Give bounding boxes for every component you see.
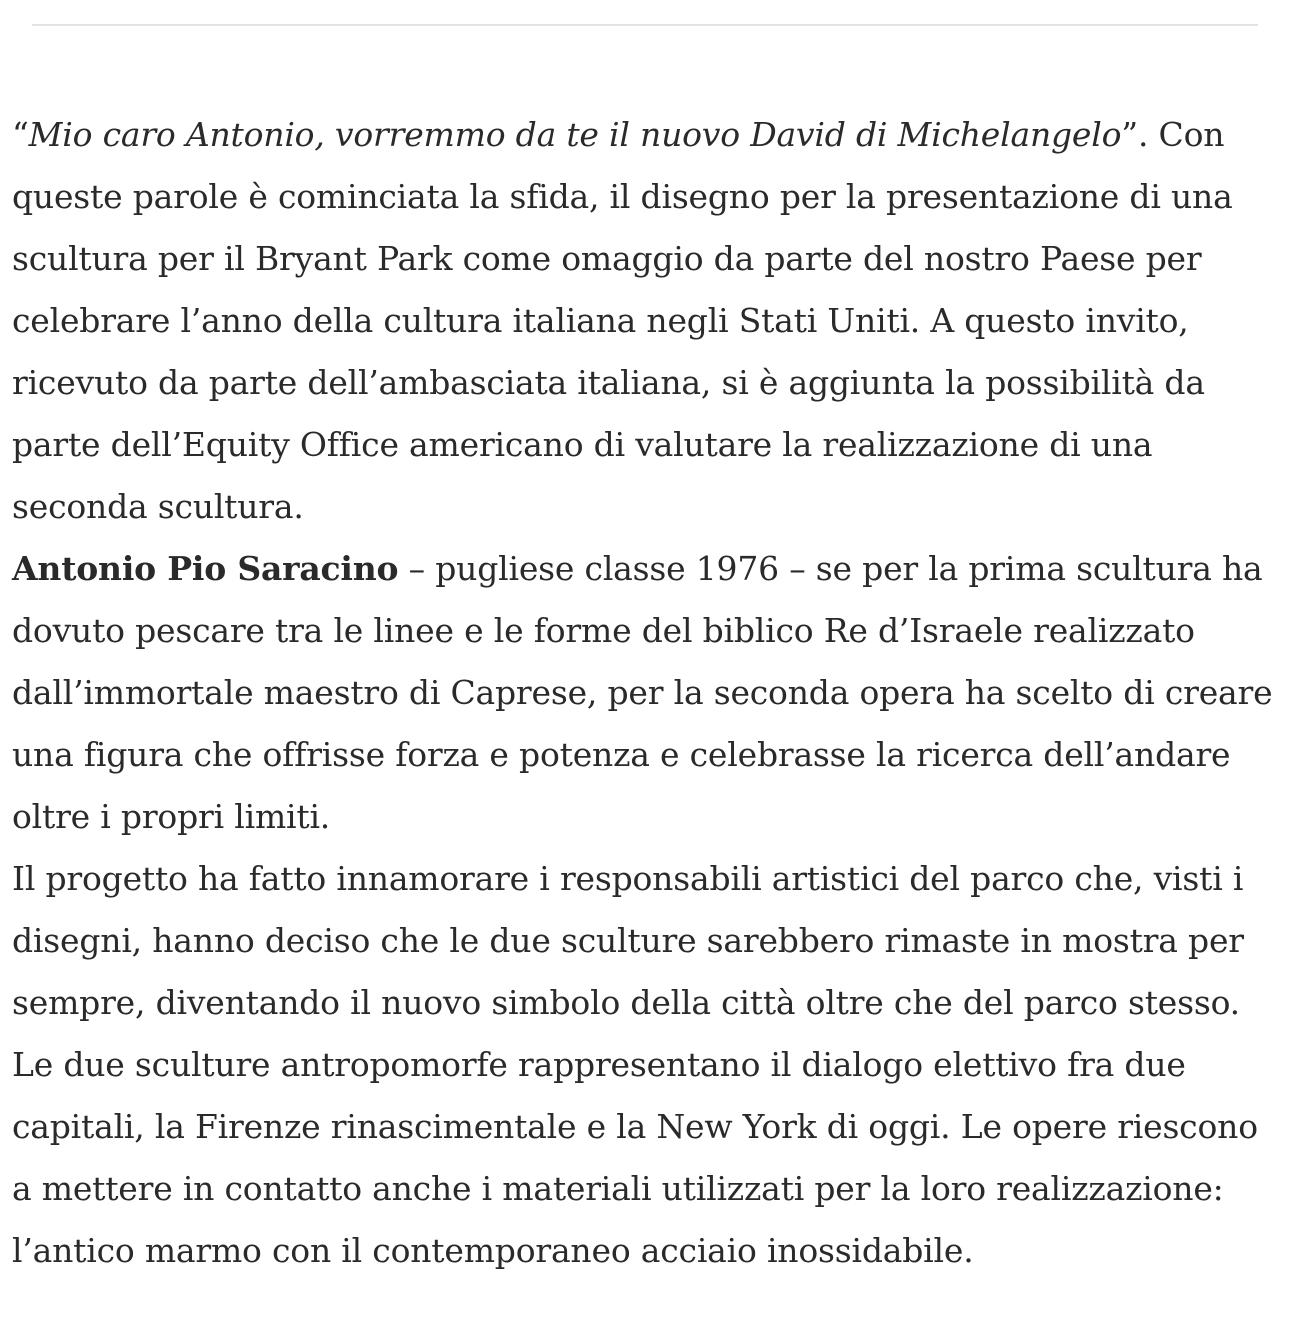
paragraph-artist xyxy=(12,538,1284,848)
paragraph-intro xyxy=(12,104,1284,538)
quote-open-mark: “ xyxy=(12,115,29,154)
top-divider xyxy=(32,24,1258,26)
quote-italic: Mio caro Antonio, vorremmo da te il nuovo David di Michelangelo xyxy=(28,115,1122,154)
artist-name: Antonio Pio Saracino xyxy=(12,549,399,588)
article-body xyxy=(12,104,1284,1282)
paragraph-intro-text: ”. Con queste parole è cominciata la sfida, il disegno per la presentazione di una scultura per il Bryant Park come omaggio da parte del nostro Paese per celebrare l’anno della cultura italiana negli Stati Uniti. A questo invito, ricevuto da parte dell’ambasciata italiana, si è aggiunta la possibilità da parte dell’Equity Office americano di valutare la realizzazione di una seconda scultura. xyxy=(12,115,1233,526)
paragraph-artist-text: – pugliese classe 1976 – se per la prima scultura ha dovuto pescare tra le linee e le forme del biblico Re d’Israele realizzato dall’immortale maestro di Caprese, per la seconda opera ha scelto di creare una figura che offrisse forza e potenza e celebrasse la ricerca dell’andare oltre i propri limiti. xyxy=(12,549,1273,836)
paragraph-project: Il progetto ha fatto innamorare i responsabili artistici del parco che, visti i disegni, hanno deciso che le due sculture sarebbero rimaste in mostra per sempre, diventando il nuovo simbolo della città oltre che del parco stesso. Le due sculture antropomorfe rappresentano il dialogo elettivo fra due capitali, la Firenze rinascimentale e la New York di oggi. Le opere riescono a mettere in contatto anche i materiali utilizzati per la loro realizzazione: l’antico marmo con il contemporaneo acciaio inossidabile. xyxy=(12,859,1258,1270)
